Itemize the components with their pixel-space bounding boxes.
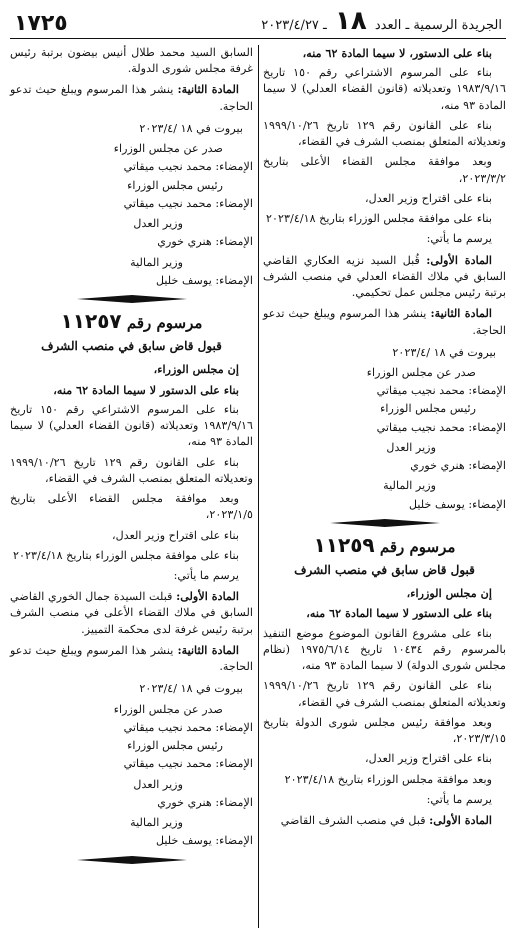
preamble-line: يرسم ما يأتي: bbox=[426, 792, 492, 806]
official-title: وزير العدل bbox=[133, 217, 183, 231]
decree-label: مرسوم رقم bbox=[379, 537, 456, 556]
article-2 bbox=[263, 305, 506, 338]
preamble-line: وبعد موافقة مجلس القضاء الأعلى بتاريخ ٢٠٢٣/٣/٢، bbox=[263, 155, 506, 185]
issued-by: صدر عن مجلس الوزراء bbox=[113, 142, 223, 156]
article-text: ينشر هذا المرسوم ويبلغ حيث تدعو الحاجة. bbox=[10, 643, 253, 674]
divider-ornament-icon bbox=[77, 295, 187, 303]
article-text: قُبل السيد نزيه العكاري القاضي السابق في ملاك القضاء العدلي في منصب الشرف برتبة رئيس مجلس عمل تحكيمي. bbox=[263, 253, 506, 300]
decree-subtitle: قبول قاض سابق في منصب الشرف bbox=[41, 339, 222, 354]
signature: الإمضاء: محمد نجيب ميقاتي bbox=[123, 757, 253, 771]
issue-number: ١٨ bbox=[335, 6, 367, 36]
article-2 bbox=[10, 81, 253, 114]
official-title: رئيس مجلس الوزراء bbox=[127, 178, 223, 192]
official-title: وزير العدل bbox=[133, 777, 183, 791]
columns bbox=[10, 45, 506, 868]
article-1 bbox=[10, 588, 253, 638]
preamble-line: وبعد موافقة مجلس الوزراء بتاريخ ٢٠٢٣/٤/١٨ bbox=[284, 772, 492, 786]
article-label: المادة الثانية: bbox=[177, 642, 239, 657]
article-text: ينشر هذا المرسوم ويبلغ حيث تدعو الحاجة. bbox=[263, 307, 506, 337]
preamble-line: بناء على اقتراح وزير العدل، bbox=[364, 752, 492, 766]
section-divider bbox=[10, 856, 253, 864]
signature: الإمضاء: يوسف خليل bbox=[155, 273, 253, 287]
signature: الإمضاء: هنري خوري bbox=[157, 235, 253, 249]
official-title: وزير العدل bbox=[386, 440, 436, 454]
issued-by: صدر عن مجلس الوزراء bbox=[366, 365, 476, 379]
signature: الإمضاء: محمد نجيب ميقاتي bbox=[123, 196, 253, 210]
article-1 bbox=[263, 252, 506, 302]
decree-subtitle: قبول قاض سابق في منصب الشرف bbox=[294, 562, 475, 577]
article-text: ينشر هذا المرسوم ويبلغ حيث تدعو الحاجة. bbox=[10, 83, 253, 113]
preamble-line: يرسم ما يأتي: bbox=[426, 232, 492, 246]
preamble-line: بناء على الدستور لا سيما المادة ٦٢ منه، bbox=[53, 382, 239, 397]
preamble-line: بناء على موافقة مجلس الوزراء بتاريخ ٢٠٢٣/٤/١٨ bbox=[266, 212, 492, 226]
section-divider bbox=[10, 295, 253, 303]
preamble-line: بناء على موافقة مجلس الوزراء بتاريخ ٢٠٢٣/٤/١٨ bbox=[13, 548, 239, 562]
signature: الإمضاء: محمد نجيب ميقاتي bbox=[123, 160, 253, 174]
official-title: وزير المالية bbox=[130, 255, 183, 269]
official-title: وزير المالية bbox=[383, 479, 436, 493]
divider-ornament-icon bbox=[77, 856, 187, 864]
gazette-name: الجريدة الرسمية ـ العدد bbox=[374, 18, 502, 33]
section-divider bbox=[263, 519, 506, 527]
article-text: قبل في منصب الشرف القاضي bbox=[280, 814, 426, 828]
signature: الإمضاء: يوسف خليل bbox=[408, 497, 506, 511]
signature: الإمضاء: هنري خوري bbox=[410, 459, 506, 473]
preamble-line: يرسم ما يأتي: bbox=[173, 569, 239, 583]
decree-heading bbox=[263, 531, 506, 560]
preamble-line: بناء على اقتراح وزير العدل، bbox=[111, 528, 239, 542]
continued-text: السابق السيد محمد طلال أنيس بيضون برتبة رئيس غرفة مجلس شورى الدولة. bbox=[10, 46, 253, 76]
article-text: قبلت السيدة جمال الخوري القاضي السابق في ملاك القضاء الأعلى في منصب الشرف برتبة رئيس غرفة لدى محكمة التمييز. bbox=[10, 590, 253, 636]
signature: الإمضاء: هنري خوري bbox=[157, 795, 253, 809]
article-label: المادة الأولى: bbox=[176, 589, 239, 604]
decree-heading bbox=[10, 307, 253, 336]
page-number: ١٧٢٥ bbox=[14, 11, 68, 36]
preamble-line: بناء على مشروع القانون الموضوع موضع التنفيذ بالمرسوم رقم ١٠٤٣٤ تاريخ ١٩٧٥/٦/١٤ (نظام مجلس شورى الدولة) لا سيما المادة ٩٣ منه، bbox=[263, 626, 506, 673]
issue-place-date: بيروت في ١٨ /٢٠٢٣/٤ bbox=[139, 121, 243, 135]
article-2 bbox=[10, 642, 253, 675]
left-column bbox=[10, 45, 253, 868]
issue-place-date: بيروت في ١٨ /٢٠٢٣/٤ bbox=[139, 682, 243, 696]
right-column bbox=[263, 45, 506, 868]
preamble-line: بناء على المرسوم الاشتراعي رقم ١٥٠ تاريخ ١٩٨٣/٩/١٦ وتعديلاته (قانون القضاء العدلي) لا سيما المادة ٩٣ منه، bbox=[263, 66, 506, 112]
signature: الإمضاء: يوسف خليل bbox=[155, 834, 253, 848]
official-title: رئيس مجلس الوزراء bbox=[380, 402, 476, 416]
preamble-line: بناء على الدستور لا سيما المادة ٦٢ منه، bbox=[306, 606, 492, 621]
signature: الإمضاء: محمد نجيب ميقاتي bbox=[123, 720, 253, 734]
preamble-line: بناء على القانون رقم ١٢٩ تاريخ ١٩٩٩/١٠/٢٦ وتعديلاته المتعلق بمنصب الشرف في القضاء، bbox=[10, 455, 253, 485]
decree-number: ١١٢٥٧ bbox=[60, 309, 122, 334]
signature: الإمضاء: محمد نجيب ميقاتي bbox=[376, 384, 506, 398]
page-header bbox=[10, 6, 506, 39]
article-label: المادة الأولى: bbox=[429, 813, 492, 828]
preamble-line: بناء على القانون رقم ١٢٩ تاريخ ١٩٩٩/١٠/٢٦ وتعديلاته المتعلق بمنصب الشرف في القضاء، bbox=[263, 118, 506, 149]
preamble-line: إن مجلس الوزراء، bbox=[153, 362, 239, 377]
article-label: المادة الثانية: bbox=[177, 82, 239, 97]
gazette-title bbox=[261, 6, 502, 36]
preamble-line: وبعد موافقة رئيس مجلس شورى الدولة بتاريخ ٢٠٢٣/٣/١٥، bbox=[263, 715, 506, 746]
article-label: المادة الثانية: bbox=[430, 306, 492, 321]
divider-ornament-icon bbox=[330, 519, 440, 527]
official-title: رئيس مجلس الوزراء bbox=[127, 739, 223, 753]
issued-by: صدر عن مجلس الوزراء bbox=[113, 702, 223, 716]
article-label: المادة الأولى: bbox=[426, 252, 492, 267]
preamble-line: بناء على القانون رقم ١٢٩ تاريخ ١٩٩٩/١٠/٢٦ وتعديلاته المتعلق بمنصب الشرف في القضاء، bbox=[263, 679, 506, 709]
preamble-line: بناء على الدستور، لا سيما المادة ٦٢ منه، bbox=[302, 46, 492, 60]
issue-date: ـ ٢٠٢٣/٤/٢٧ bbox=[261, 18, 327, 33]
decree-number: ١١٢٥٩ bbox=[313, 532, 375, 557]
preamble-line: وبعد موافقة مجلس القضاء الأعلى بتاريخ ٢٠٢٣/١/٥، bbox=[10, 492, 253, 522]
article-1 bbox=[263, 812, 506, 829]
preamble-line: إن مجلس الوزراء، bbox=[406, 586, 492, 601]
decree-label: مرسوم رقم bbox=[126, 314, 203, 333]
preamble-line: بناء على اقتراح وزير العدل، bbox=[364, 191, 492, 205]
preamble-line: بناء على المرسوم الاشتراعي رقم ١٥٠ تاريخ ١٩٨٣/٩/١٦ وتعديلاته (قانون القضاء العدلي) لا سيما المادة ٩٣ منه، bbox=[10, 402, 253, 449]
signature: الإمضاء: محمد نجيب ميقاتي bbox=[376, 420, 506, 434]
official-title: وزير المالية bbox=[130, 816, 183, 830]
issue-place-date: بيروت في ١٨ /٢٠٢٣/٤ bbox=[392, 345, 496, 359]
